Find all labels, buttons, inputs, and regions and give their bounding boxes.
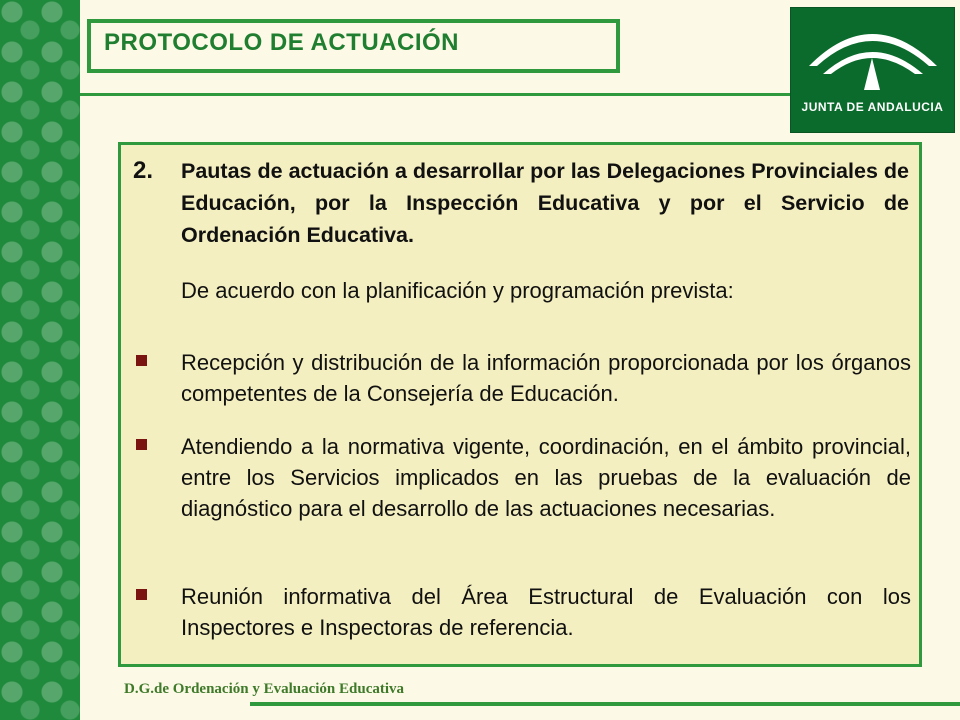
junta-andalucia-logo [790, 7, 955, 133]
section-heading [133, 155, 909, 251]
heading-text: Pautas de actuación a desarrollar por las Delegaciones Provinciales de Educación, por la Inspección Educativa y por el Servicio de Ordenación Educativa. [181, 159, 909, 247]
logo-text: JUNTA DE ANDALUCIA [801, 100, 944, 114]
content-panel [118, 142, 922, 667]
bullet-square-icon [136, 589, 147, 600]
footer-text: D.G.de Ordenación y Evaluación Educativa [124, 681, 405, 697]
heading-number: 2. [133, 157, 154, 184]
decorative-side-strip [0, 0, 80, 720]
list-item-text: Atendiendo a la normativa vigente, coordinación, en el ámbito provincial, entre los Servicios implicados en las pruebas de la evaluación de diagnóstico para el desarrollo de las actuaciones necesarias. [181, 434, 911, 521]
footer-divider [250, 702, 960, 706]
list-item [133, 431, 911, 524]
title-box [87, 19, 620, 73]
bullet-square-icon [136, 355, 147, 366]
bullet-square-icon [136, 439, 147, 450]
list-item-text: Recepción y distribución de la información proporcionada por los órganos competentes de la Consejería de Educación. [181, 350, 911, 406]
header-divider [80, 93, 792, 96]
list-item [133, 581, 911, 643]
logo-emblem-icon [791, 8, 954, 98]
list-item-text: Reunión informativa del Área Estructural de Evaluación con los Inspectores e Inspectoras de referencia. [181, 584, 911, 640]
list-item [133, 347, 911, 409]
page-title: PROTOCOLO DE ACTUACIÓN [104, 29, 460, 56]
intro-text: De acuerdo con la planificación y programación prevista: [181, 278, 734, 303]
